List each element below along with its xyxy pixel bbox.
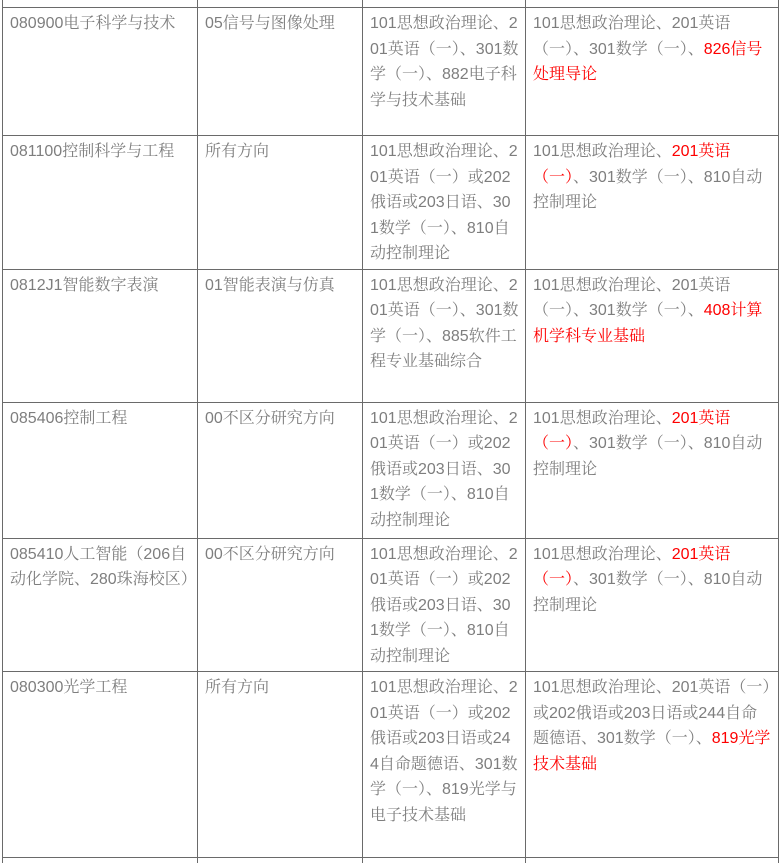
- cell-direction: 所有方向: [198, 136, 363, 270]
- cut-row-top: [3, 0, 779, 8]
- cell-program: 080900电子科学与技术: [3, 8, 198, 136]
- cell-new-subjects: [526, 402, 779, 538]
- subject-text: 101思想政治理论、201英语（一）、301数学（一）、885软件工程专业基础综合: [370, 276, 519, 370]
- empty-cell: [3, 0, 198, 8]
- subject-text: 101思想政治理论、201英语（一）或202俄语或203日语、301数学（一）、810自动控制理论: [370, 409, 518, 529]
- cell-new-subjects: [526, 538, 779, 672]
- empty-cell: [198, 858, 363, 863]
- admission-subjects-table: [2, 0, 779, 863]
- empty-cell: [3, 858, 198, 863]
- empty-cell: [526, 858, 779, 863]
- subject-text-highlighted: 408计算机学科专业基础: [533, 302, 763, 345]
- cell-new-subjects: [526, 136, 779, 270]
- cell-program: 0812J1智能数字表演: [3, 269, 198, 402]
- cell-new-subjects: [526, 672, 779, 858]
- cell-program: 085406控制工程: [3, 402, 198, 538]
- empty-cell: [198, 0, 363, 8]
- cell-old-subjects: [363, 538, 526, 672]
- subject-text: 101思想政治理论、201英语（一）或202俄语或203日语、301数学（一）、810自动控制理论: [370, 143, 518, 262]
- subject-text: 101思想政治理论、201英语（一）、301数学（一）、: [533, 276, 731, 319]
- table-row: [3, 136, 779, 270]
- subject-text-highlighted: 826信号处理导论: [533, 40, 763, 83]
- cell-old-subjects: [363, 269, 526, 402]
- empty-cell: [363, 0, 526, 8]
- cell-direction: 00不区分研究方向: [198, 402, 363, 538]
- subject-text: 101思想政治理论、: [533, 143, 672, 160]
- subject-text: 、301数学（一）、810自动控制理论: [533, 571, 763, 614]
- subject-text-highlighted: 201英语（一）: [533, 545, 731, 588]
- subject-text: 101思想政治理论、201英语（一）或202俄语或203日语、301数学（一）、810自动控制理论: [370, 545, 518, 665]
- subject-text: 101思想政治理论、: [533, 545, 672, 563]
- cell-new-subjects: [526, 269, 779, 402]
- table-row: [3, 269, 779, 402]
- subject-text: 101思想政治理论、201英语（一）或202俄语或203日语或244自命题德语、301数学（一）、: [533, 679, 771, 747]
- cell-direction: 05信号与图像处理: [198, 8, 363, 136]
- cell-old-subjects: [363, 402, 526, 538]
- table-row: [3, 538, 779, 672]
- subject-text: 101思想政治理论、201英语（一）、301数学（一）、882电子科学与技术基础: [370, 15, 519, 109]
- table-row: [3, 402, 779, 538]
- cell-old-subjects: [363, 136, 526, 270]
- cell-old-subjects: [363, 8, 526, 136]
- table-row: [3, 8, 779, 136]
- cell-new-subjects: [526, 8, 779, 136]
- cell-program: 085410人工智能（206自动化学院、280珠海校区）: [3, 538, 198, 672]
- subject-text: 101思想政治理论、201英语（一）、301数学（一）、: [533, 15, 731, 58]
- table-row: [3, 672, 779, 858]
- empty-cell: [526, 0, 779, 8]
- subject-text: 、301数学（一）、810自动控制理论: [533, 168, 763, 211]
- empty-cell: [363, 858, 526, 863]
- subject-text-highlighted: 201英语（一）: [533, 409, 731, 452]
- cell-direction: 所有方向: [198, 672, 363, 858]
- cut-row-bottom: [3, 858, 779, 863]
- subject-text: 101思想政治理论、201英语（一）或202俄语或203日语或244自命题德语、301数学（一）、819光学与电子技术基础: [370, 679, 518, 824]
- subject-text-highlighted: 201英语（一）: [533, 143, 731, 186]
- cell-direction: 01智能表演与仿真: [198, 269, 363, 402]
- subject-text: 101思想政治理论、: [533, 409, 672, 427]
- cell-old-subjects: [363, 672, 526, 858]
- subject-text: 、301数学（一）、810自动控制理论: [533, 435, 763, 478]
- cell-direction: 00不区分研究方向: [198, 538, 363, 672]
- cell-program: 081100控制科学与工程: [3, 136, 198, 270]
- subject-text-highlighted: 819光学技术基础: [533, 730, 771, 773]
- cell-program: 080300光学工程: [3, 672, 198, 858]
